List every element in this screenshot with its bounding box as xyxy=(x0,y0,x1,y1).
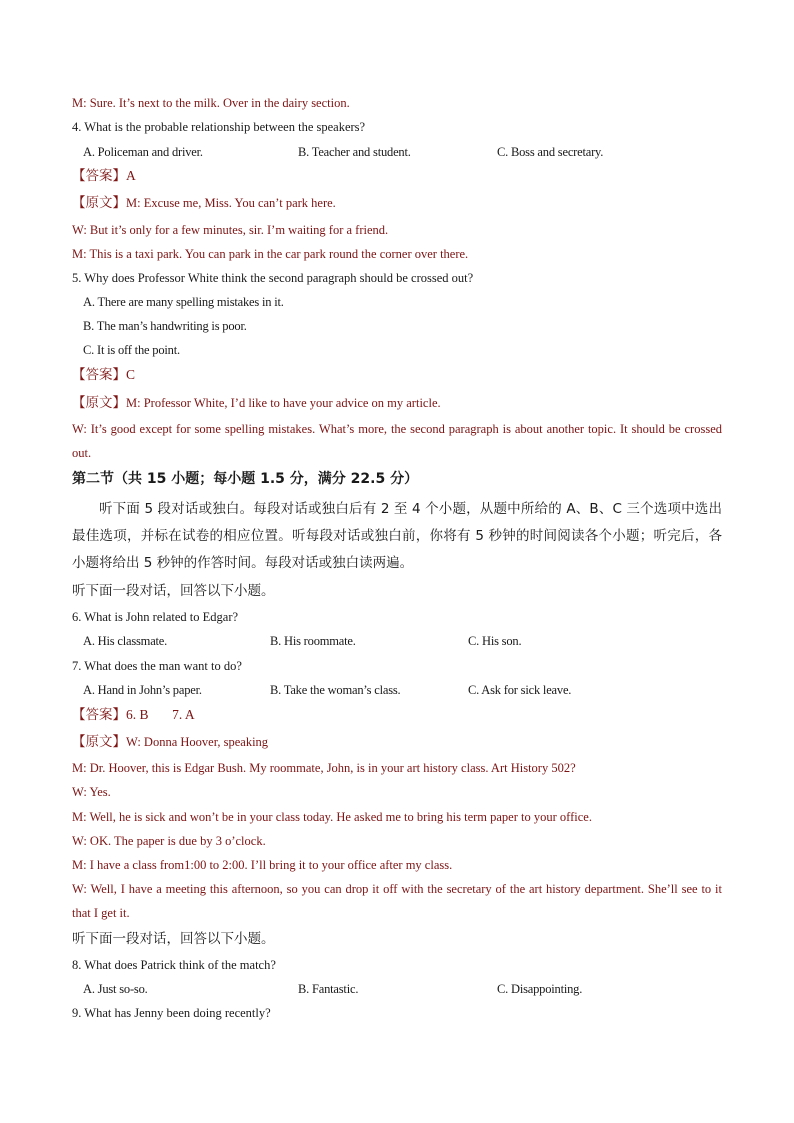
section-instructions: 听下面 5 段对话或独白。每段对话或独白后有 2 至 4 个小题，从题中所给的 A、B、C 三个选项中选出最佳选项，并标在试卷的相应位置。听每段对话或独白前，你将有 5 秒钟的时间阅读各个小题；听完后，各小题将给出 5 秒钟的作答时间。每段对话或独白读两遍。 xyxy=(72,501,722,571)
option-5a: A. There are many spelling mistakes in it. xyxy=(83,295,284,309)
dialogue-line: M: Sure. It’s next to the milk. Over in the dairy section. xyxy=(72,96,350,110)
original-6-7: 【原文】W: Donna Hoover, speaking xyxy=(72,734,269,750)
dialogue-paragraph: W: It’s good except for some spelling mistakes. What’s more, the second paragraph is about another topic. It should be crossed out. xyxy=(72,422,722,460)
answer-5: 【答案】C xyxy=(72,367,136,383)
option-7c: C. Ask for sick leave. xyxy=(468,683,572,697)
option-4a: A. Policeman and driver. xyxy=(83,145,203,159)
option-8a: A. Just so-so. xyxy=(83,982,148,996)
dialogue-line: M: Well, he is sick and won’t be in your class today. He asked me to bring his term paper to your office. xyxy=(72,810,592,824)
dialogue-line: W: Yes. xyxy=(72,785,111,799)
option-4b: B. Teacher and student. xyxy=(298,145,411,159)
listen-prompt: 听下面一段对话，回答以下小题。 xyxy=(72,583,275,599)
dialogue-line: W: OK. The paper is due by 3 o’clock. xyxy=(72,834,266,848)
question-5: 5. Why does Professor White think the second paragraph should be crossed out? xyxy=(72,271,474,285)
option-6b: B. His roommate. xyxy=(270,634,356,648)
listen-prompt: 听下面一段对话，回答以下小题。 xyxy=(72,931,275,947)
dialogue-line: M: I have a class from1:00 to 2:00. I’ll bring it to your office after my class. xyxy=(72,858,453,872)
answer-6-7: 【答案】6. B 7. A xyxy=(72,707,195,723)
question-8: 8. What does Patrick think of the match? xyxy=(72,958,276,972)
option-6c: C. His son. xyxy=(468,634,522,648)
question-9: 9. What has Jenny been doing recently? xyxy=(72,1006,271,1020)
original-5: 【原文】M: Professor White, I’d like to have your advice on my article. xyxy=(72,395,441,411)
original-4: 【原文】M: Excuse me, Miss. You can’t park here. xyxy=(72,195,336,211)
question-7: 7. What does the man want to do? xyxy=(72,659,242,673)
question-4: 4. What is the probable relationship between the speakers? xyxy=(72,120,366,134)
dialogue-paragraph: W: Well, I have a meeting this afternoon, so you can drop it off with the secretary of the art history department. She’ll see to it that I get it. xyxy=(72,882,722,920)
question-6: 6. What is John related to Edgar? xyxy=(72,610,239,624)
answer-4: 【答案】A xyxy=(72,168,136,184)
option-7b: B. Take the woman’s class. xyxy=(270,683,401,697)
option-4c: C. Boss and secretary. xyxy=(497,145,604,159)
section-heading: 第二节（共 15 小题；每小题 1.5 分，满分 22.5 分） xyxy=(72,471,419,487)
option-6a: A. His classmate. xyxy=(83,634,168,648)
dialogue-line: M: This is a taxi park. You can park in the car park round the corner over there. xyxy=(72,247,469,261)
option-8b: B. Fantastic. xyxy=(298,982,359,996)
option-8c: C. Disappointing. xyxy=(497,982,583,996)
dialogue-line: M: Dr. Hoover, this is Edgar Bush. My roommate, John, is in your art history class. Art History 502? xyxy=(72,761,576,775)
option-7a: A. Hand in John’s paper. xyxy=(83,683,202,697)
option-5c: C. It is off the point. xyxy=(83,343,180,357)
dialogue-line: W: But it’s only for a few minutes, sir. I’m waiting for a friend. xyxy=(72,223,389,237)
option-5b: B. The man’s handwriting is poor. xyxy=(83,319,247,333)
